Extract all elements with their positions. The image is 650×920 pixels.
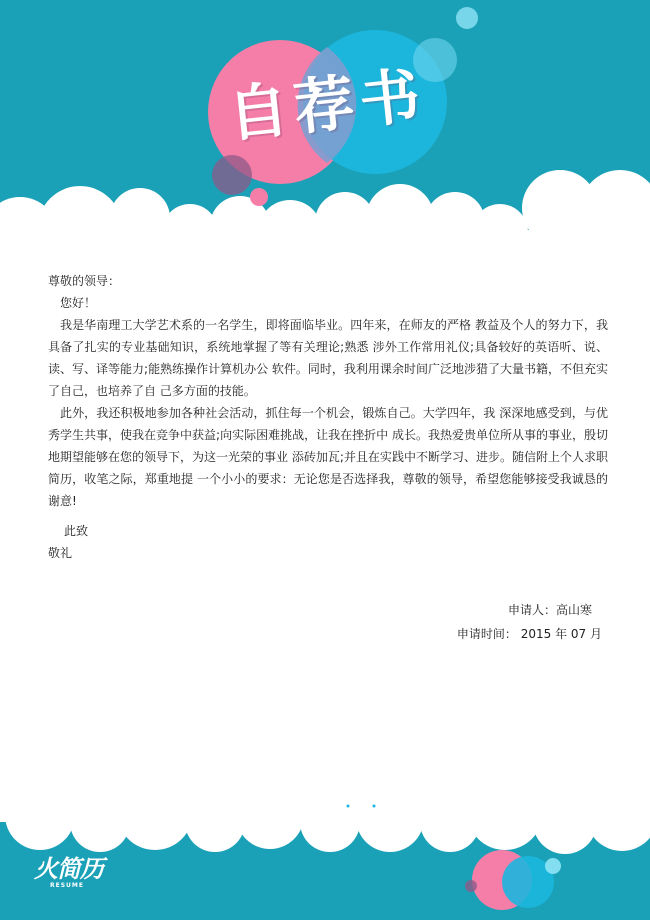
applicant-name: 申请人：高山寒: [507, 603, 592, 617]
brand-logo: [34, 856, 103, 890]
paragraph-1: 我是华南理工大学艺术系的一名学生，即将面临毕业。四年来，在师友的严格 教益及个人的努力下，我具备了扎实的专业基础知识，系统地掌握了等有关理论;熟悉 涉外工作常用礼仪;具备较好的英语听、说、读、写、译等能力;能熟练操作计算机办公 软件。同时，我利用课余时间广泛地涉猎了大量书籍，不但充实了自己，也培养了自 己多方面的技能。: [48, 318, 608, 398]
page-title: 自荐书: [224, 60, 430, 151]
logo-text: 火简历: [34, 855, 103, 883]
letter-body: [48, 270, 608, 512]
letter-closing: [48, 520, 88, 564]
salutation: 尊敬的领导：: [48, 274, 121, 288]
closing-line-1: 此致: [64, 524, 89, 538]
bottom-cloud-edge: [0, 774, 650, 854]
greeting: 您好！: [60, 296, 97, 310]
logo-subtext: RESUME: [50, 882, 84, 889]
signature-block: [457, 598, 602, 646]
application-date: 申请时间： 2015 年 07 月: [456, 627, 602, 641]
paragraph-2: 此外，我还积极地参加各种社会活动，抓住每一个机会，锻炼自己。大学四年，我 深深地感受到，与优秀学生共事，使我在竞争中获益;向实际困难挑战，让我在挫折中 成长。我热爱贵单位所从事的事业，殷切地期望能够在您的领导下，为这一光荣的事业 添砖加瓦;并且在实践中不断学习、进步。随信附上个人求职简历，收笔之际，郑重地提 一个小小的要求：无论您是否选择我，尊敬的领导，希望您能够接受我诚恳的谢意!: [48, 406, 608, 508]
closing-line-2: 敬礼: [48, 546, 73, 560]
